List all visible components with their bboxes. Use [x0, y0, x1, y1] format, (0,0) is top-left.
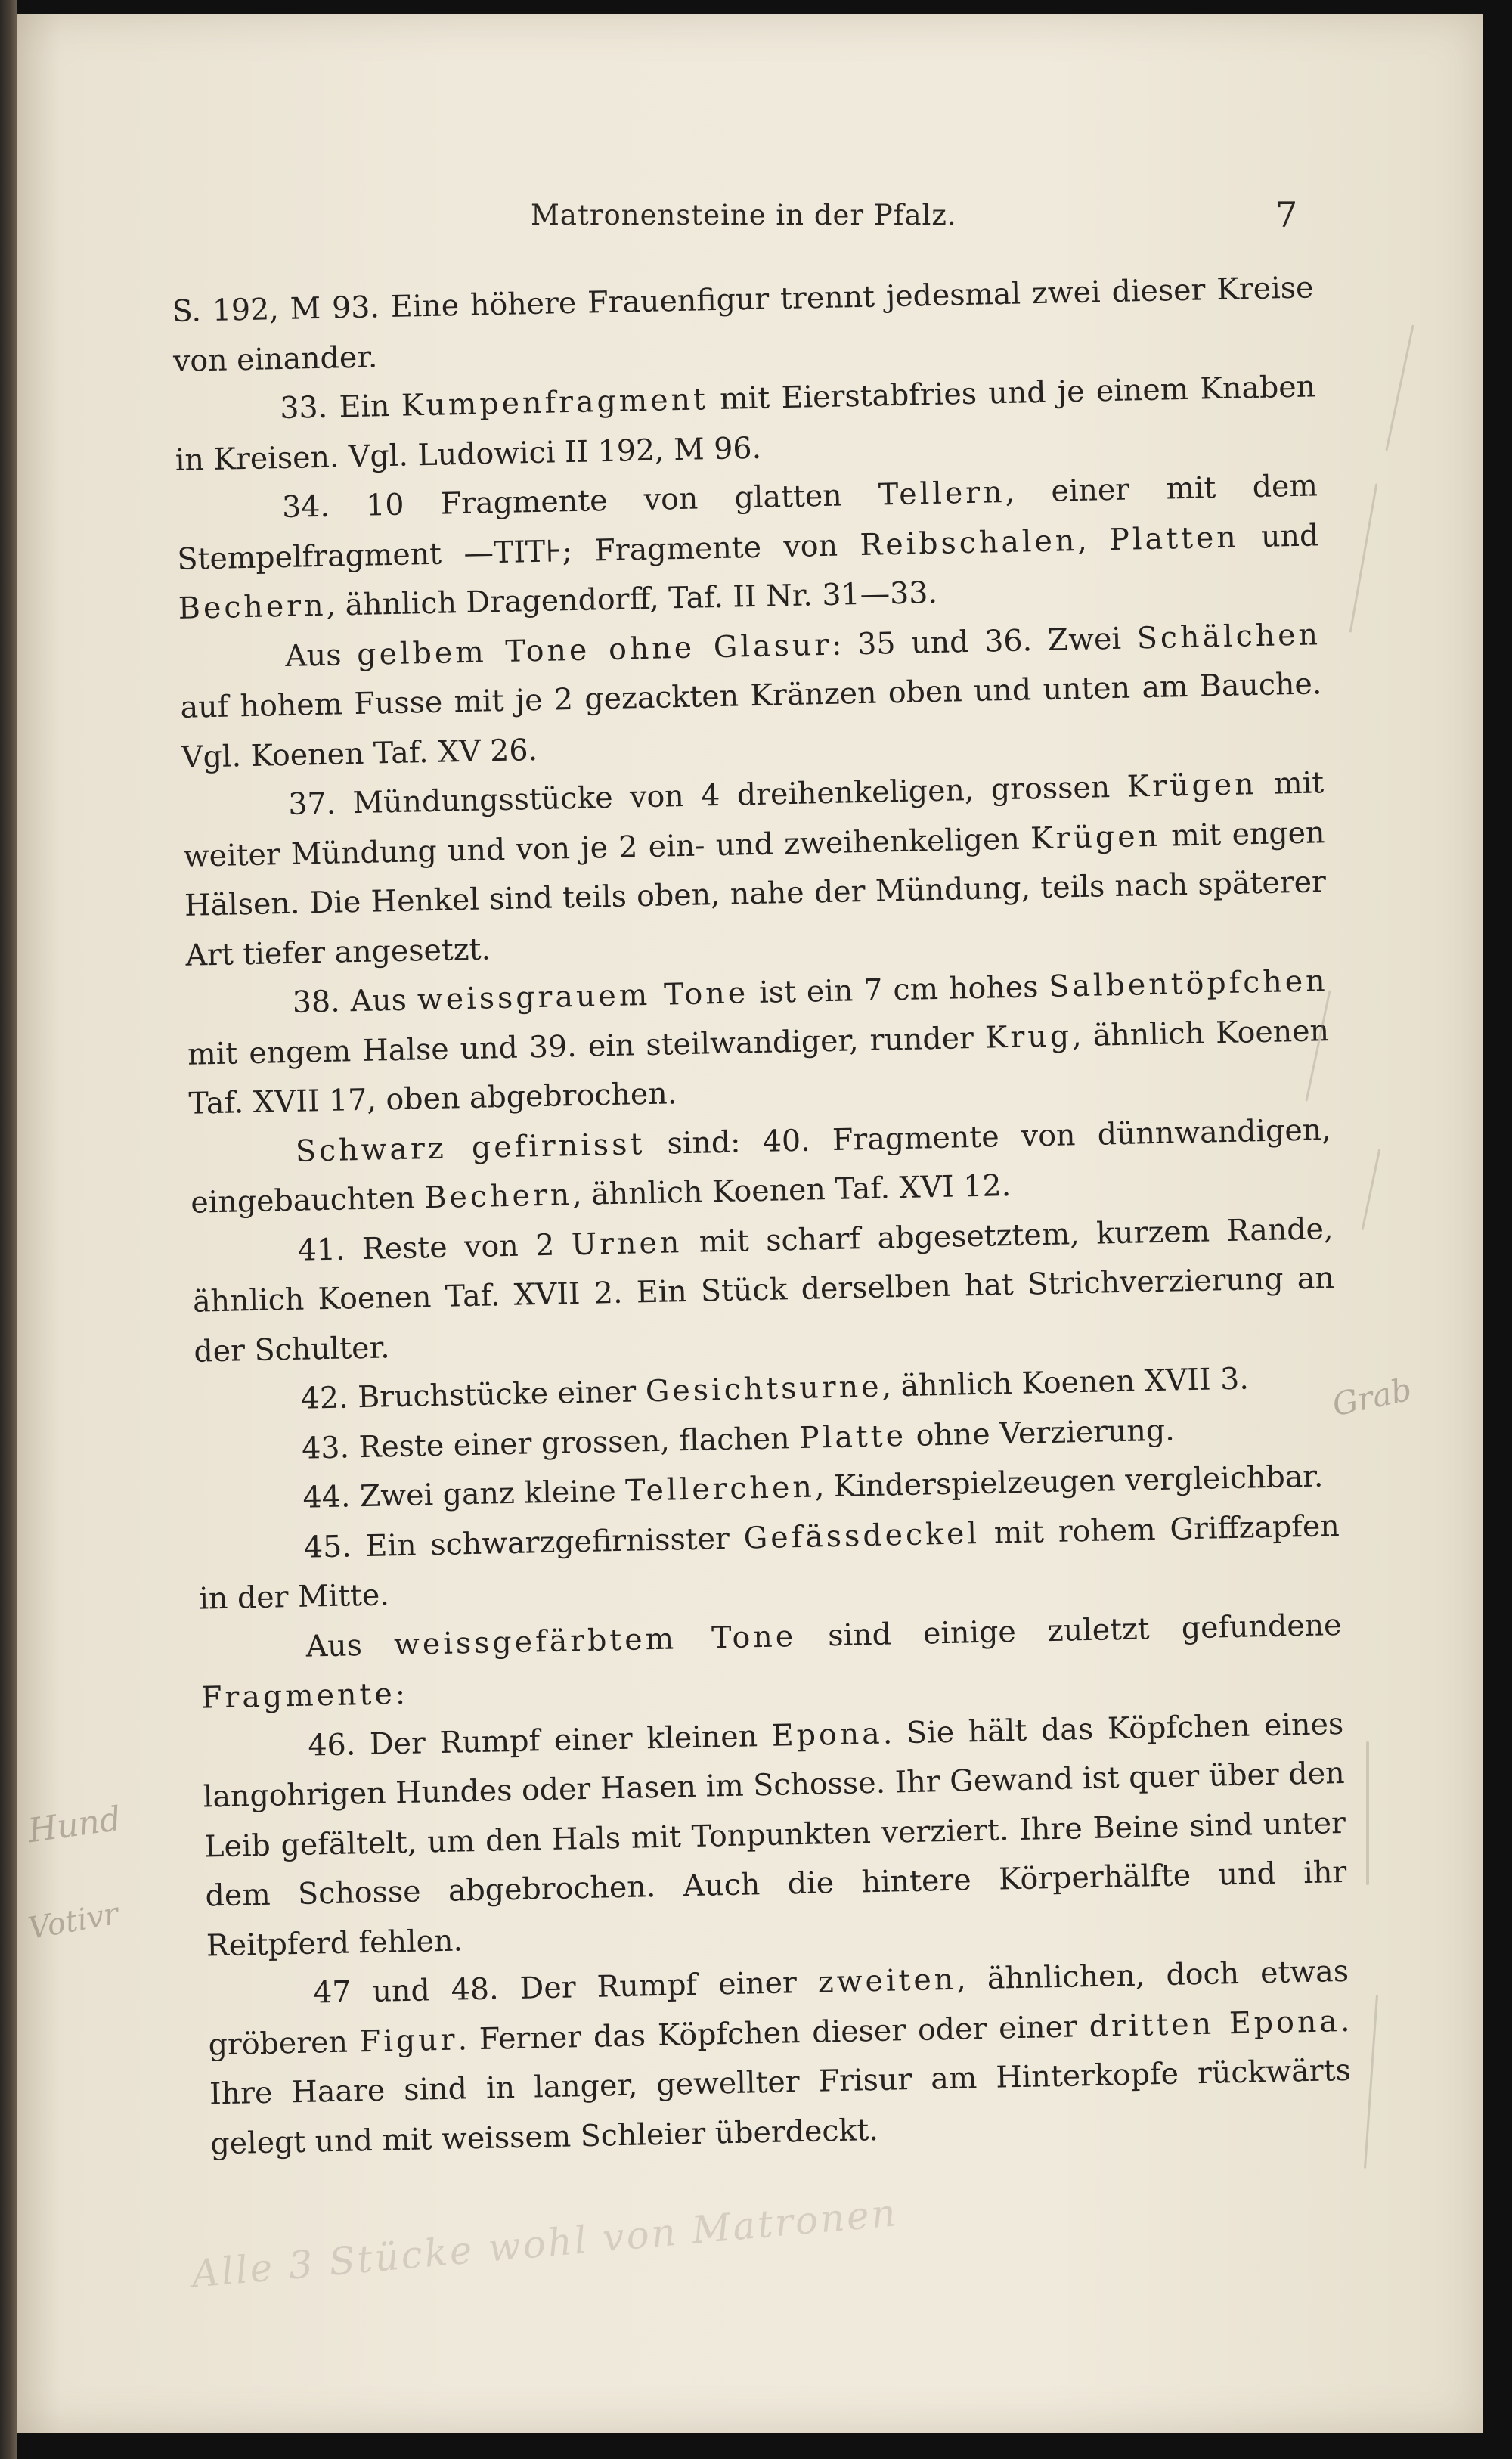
page-number: 7 — [1275, 194, 1298, 235]
paragraph-33: 33. Ein Kumpenfragment mit Eierstabfries und je einem Knaben in Kreisen. Vgl. Ludowici II 192, M 96. — [175, 369, 1316, 478]
paragraph-37: 37. Mündungsstücke von 4 dreihenkeligen, grossen Krügen mit weiter Mündung und von je 2 ein- und zweihenkeligen Krügen mit engen Hälsen. Die Henkel sind teils oben, nahe der Mündung, teils nach späterer Art tiefer angesetzt. — [183, 765, 1327, 973]
paragraph-42: 42. Bruchstücke einer Gesichtsurne, ähnlich Koenen XVII 3. — [300, 1361, 1250, 1416]
pencil-bracket — [1364, 1995, 1378, 2169]
paragraph-47-48: 47 und 48. Der Rumpf einer zweiten, ähnlichen, doch etwas gröberen Figur. Ferner das Köpfchen dieser oder einer dritten Epona. Ihre Haare sind in langer, gewellter Frisur am Hinterkopfe rückwärts gelegt und mit weissem Schleier überdeckt. — [208, 1953, 1352, 2161]
paper-sheet — [17, 14, 1483, 2433]
paragraph-44: 44. Zwei ganz kleine Tellerchen, Kinderspielzeugen vergleichbar. — [302, 1459, 1324, 1515]
paragraph-46: 46. Der Rumpf einer kleinen Epona. Sie hält das Köpfchen eines langohrigen Hundes oder Hasen im Schosse. Ihr Gewand ist quer über den Leib gefältelt, um den Hals mit Tonpunkten verziert. Ihre Beine sind unter dem Schosse abgebrochen. Auch die hintere Körperhälfte und ihr Reitpferd fehlen. — [203, 1706, 1347, 1964]
handwritten-margin-note: Votivr — [25, 1896, 121, 1947]
pencil-mark — [1385, 325, 1414, 451]
handwritten-bottom-note: Alle 3 Stücke wohl von Matronen — [190, 2191, 900, 2296]
paragraph-1: S. 192, M 93. Eine höhere Frauenfigur trennt jedesmal zwei dieser Kreise von einander. — [172, 270, 1314, 379]
paragraph-45: 45. Ein schwarzgefirnisster Gefässdeckel mit rohem Griffzapfen in der Mitte. — [198, 1508, 1340, 1617]
pencil-bracket — [1366, 1741, 1369, 1885]
pencil-mark — [1362, 1149, 1381, 1230]
handwritten-margin-note: Grab — [1329, 1370, 1415, 1424]
paragraph-40: Schwarz gefirnisst sind: 40. Fragmente von dünnwandigen, eingebauchten Bechern, ähnlich Koenen Taf. XVI 12. — [190, 1112, 1332, 1220]
paragraph-white-clay: Aus weissgefärbtem Tone sind einige zuletzt gefundene Fragmente: — [200, 1607, 1342, 1716]
paragraph-38-39: 38. Aus weissgrauem Tone ist ein 7 cm hohes Salbentöpfchen mit engem Halse und 39. ein steilwandiger, runder Krug, ähnlich Koenen Taf. XVII 17, oben abgebrochen. — [187, 963, 1330, 1121]
paragraph-34: 34. 10 Fragmente von glatten Tellern, einer mit dem Stempelfragment —TIT⊦; Fragmente von Reibschalen, Platten und Bechern, ähnlich Dragendorff, Taf. II Nr. 31—33. — [177, 468, 1319, 626]
paragraph-35-36: Aus gelbem Tone ohne Glasur: 35 und 36. Zwei Schälchen auf hohem Fusse mit je 2 gezackten Kränzen oben und unten am Bauche. Vgl. Koenen Taf. XV 26. — [180, 616, 1322, 775]
binding-edge — [0, 0, 17, 2459]
running-title: Matronensteine in der Pfalz. — [531, 199, 957, 231]
paragraph-41: 41. Reste von 2 Urnen mit scharf abgesetztem, kurzem Rande, ähnlich Koenen Taf. XVII 2. Ein Stück derselben hat Strichverzierung an der Schulter. — [192, 1211, 1335, 1369]
body-text — [172, 263, 1352, 2169]
paragraph-43: 43. Reste einer grossen, flachen Platte ohne Verzierung. — [301, 1412, 1176, 1466]
pencil-mark — [1349, 483, 1378, 632]
handwritten-margin-note: Hund — [26, 1799, 124, 1851]
